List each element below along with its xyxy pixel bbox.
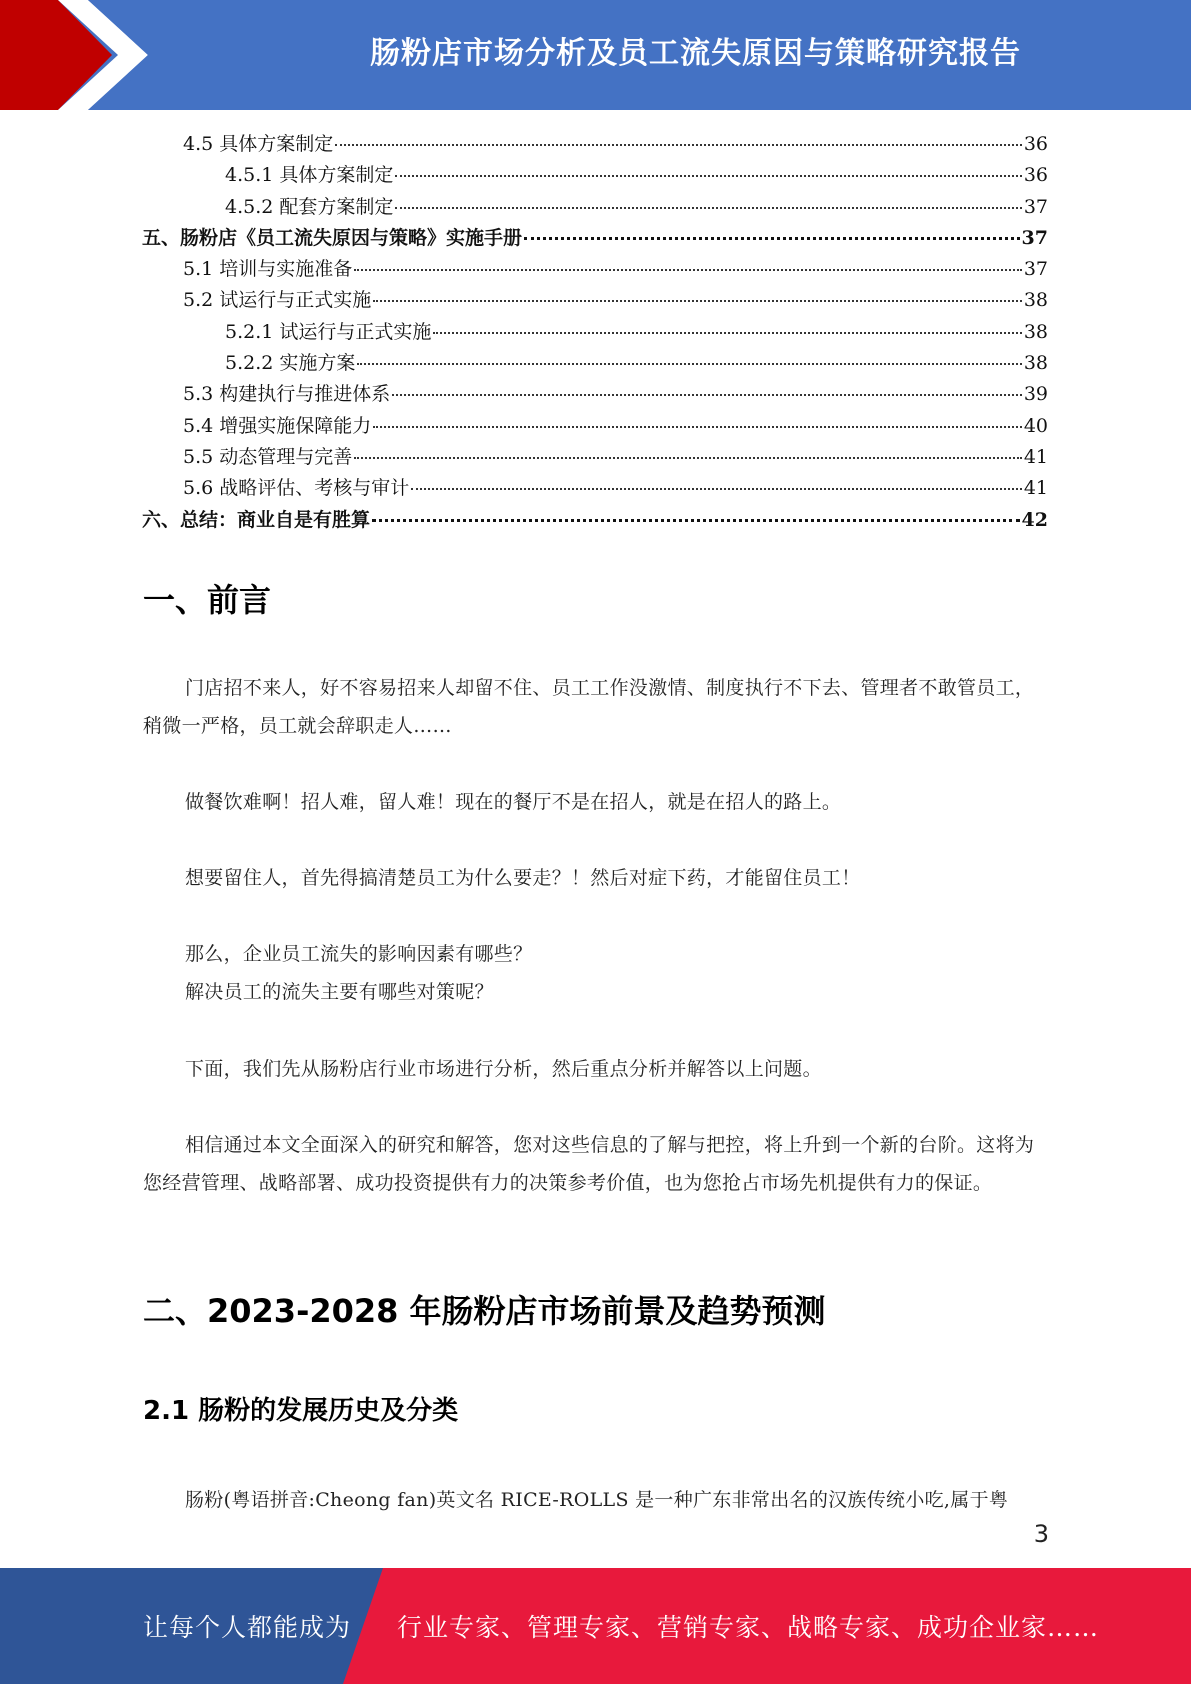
toc-entry-label: 5.3 构建执行与推进体系 [183,383,391,406]
toc-entry[interactable] [143,411,1048,442]
toc-entry-page: 40 [1023,414,1048,437]
toc-entry-page: 36 [1023,164,1048,187]
toc-entry-label: 5.2.1 试运行与正式实施 [225,320,432,343]
toc-leader-dots [373,299,1022,302]
subsection-heading-history: 2.1 肠粉的发展历史及分类 [143,1396,459,1426]
toc-leader-dots [357,362,1021,365]
table-of-contents [143,129,1048,536]
body-paragraph: 下面，我们先从肠粉店行业市场进行分析，然后重点分析并解答以上问题。 [185,1058,822,1080]
toc-entry-label: 5.4 增强实施保障能力 [183,414,372,437]
toc-entry-label: 5.2.2 实施方案 [225,352,356,375]
toc-entry[interactable] [143,254,1048,285]
toc-entry[interactable] [143,348,1048,379]
toc-entry[interactable] [143,129,1048,160]
toc-entry[interactable] [143,317,1048,348]
toc-entry[interactable] [142,505,1048,536]
toc-leader-dots [392,393,1022,396]
section-heading-preface: 一、前言 [143,581,272,619]
body-paragraph: 门店招不来人，好不容易招来人却留不住、员工工作没激情、制度执行不下去、管理者不敢管员工，稍微一严格，员工就会辞职走人…… [143,677,1035,737]
toc-entry-label: 4.5 具体方案制定 [183,133,334,155]
page-number: 3 [1033,1520,1049,1548]
toc-entry-label: 5.6 战略评估、考核与审计 [183,477,410,500]
toc-entry-page: 38 [1023,320,1048,343]
toc-entry-label: 4.5.2 配套方案制定 [225,195,394,218]
body-paragraph: 做餐饮难啊！招人难，留人难！现在的餐厅不是在招人，就是在招人的路上。 [185,791,842,813]
report-title: 肠粉店市场分析及员工流失原因与策略研究报告 [370,36,1021,71]
toc-entry-page: 37 [1023,195,1048,218]
toc-entry-page: 39 [1023,383,1048,406]
toc-leader-dots [354,268,1022,271]
toc-entry[interactable] [143,285,1048,316]
toc-leader-dots [411,487,1022,490]
body-paragraph: 想要留住人，首先得搞清楚员工为什么要走？！然后对症下药，才能留住员工！ [185,867,861,889]
toc-leader-dots [354,456,1022,459]
toc-leader-dots [433,331,1021,334]
body-paragraph: 解决员工的流失主要有哪些对策呢？ [185,981,494,1003]
toc-entry-label: 六、总结：商业自是有胜算 [142,508,371,531]
toc-entry-page: 37 [1021,226,1048,249]
red-arrow-ribbon [0,0,160,110]
toc-leader-dots [395,206,1021,209]
body-paragraph: 相信通过本文全面深入的研究和解答，您对这些信息的了解与把控，将上升到一个新的台阶。这将为您经营管理、战略部署、成功投资提供有力的决策参考价值，也为您抢占市场先机提供有力的保证。 [143,1134,1035,1194]
toc-entry-label: 5.5 动态管理与完善 [183,445,353,468]
toc-entry-page: 41 [1023,477,1048,500]
report-header [0,0,1191,110]
footer-slogan-left: 让每个人都能成为 [143,1613,352,1642]
toc-entry-page: 38 [1023,289,1048,312]
toc-entry-page: 36 [1023,133,1048,155]
toc-entry[interactable] [143,379,1048,410]
toc-leader-dots [373,425,1022,428]
toc-entry-label: 5.1 培训与实施准备 [183,258,353,281]
toc-entry[interactable] [143,473,1048,504]
toc-entry[interactable] [143,442,1048,473]
toc-entry-page: 37 [1023,258,1048,281]
toc-entry[interactable] [143,160,1048,191]
toc-entry-page: 42 [1021,508,1048,531]
report-footer [0,1568,1191,1684]
body-paragraph: 肠粉(粤语拼音:Cheong fan)英文名 RICE-ROLLS 是一种广东非常出名的汉族传统小吃,属于粤 [185,1489,1009,1511]
toc-leader-dots [335,143,1022,146]
toc-leader-dots [524,236,1020,240]
toc-entry-label: 五、肠粉店《员工流失原因与策略》实施手册 [142,226,523,249]
toc-entry-label: 5.2 试运行与正式实施 [183,289,372,312]
toc-entry-page: 41 [1023,445,1048,468]
footer-slogan-right: 行业专家、管理专家、营销专家、战略专家、成功企业家…… [397,1613,1100,1642]
body-paragraph: 那么，企业员工流失的影响因素有哪些？ [185,943,533,965]
toc-entry-page: 38 [1023,352,1048,375]
toc-entry[interactable] [143,192,1048,223]
toc-entry[interactable] [142,223,1048,254]
toc-entry-label: 4.5.1 具体方案制定 [225,164,394,187]
toc-leader-dots [372,518,1020,522]
section-heading-market-outlook: 二、2023-2028 年肠粉店市场前景及趋势预测 [143,1292,826,1330]
toc-leader-dots [395,174,1021,177]
